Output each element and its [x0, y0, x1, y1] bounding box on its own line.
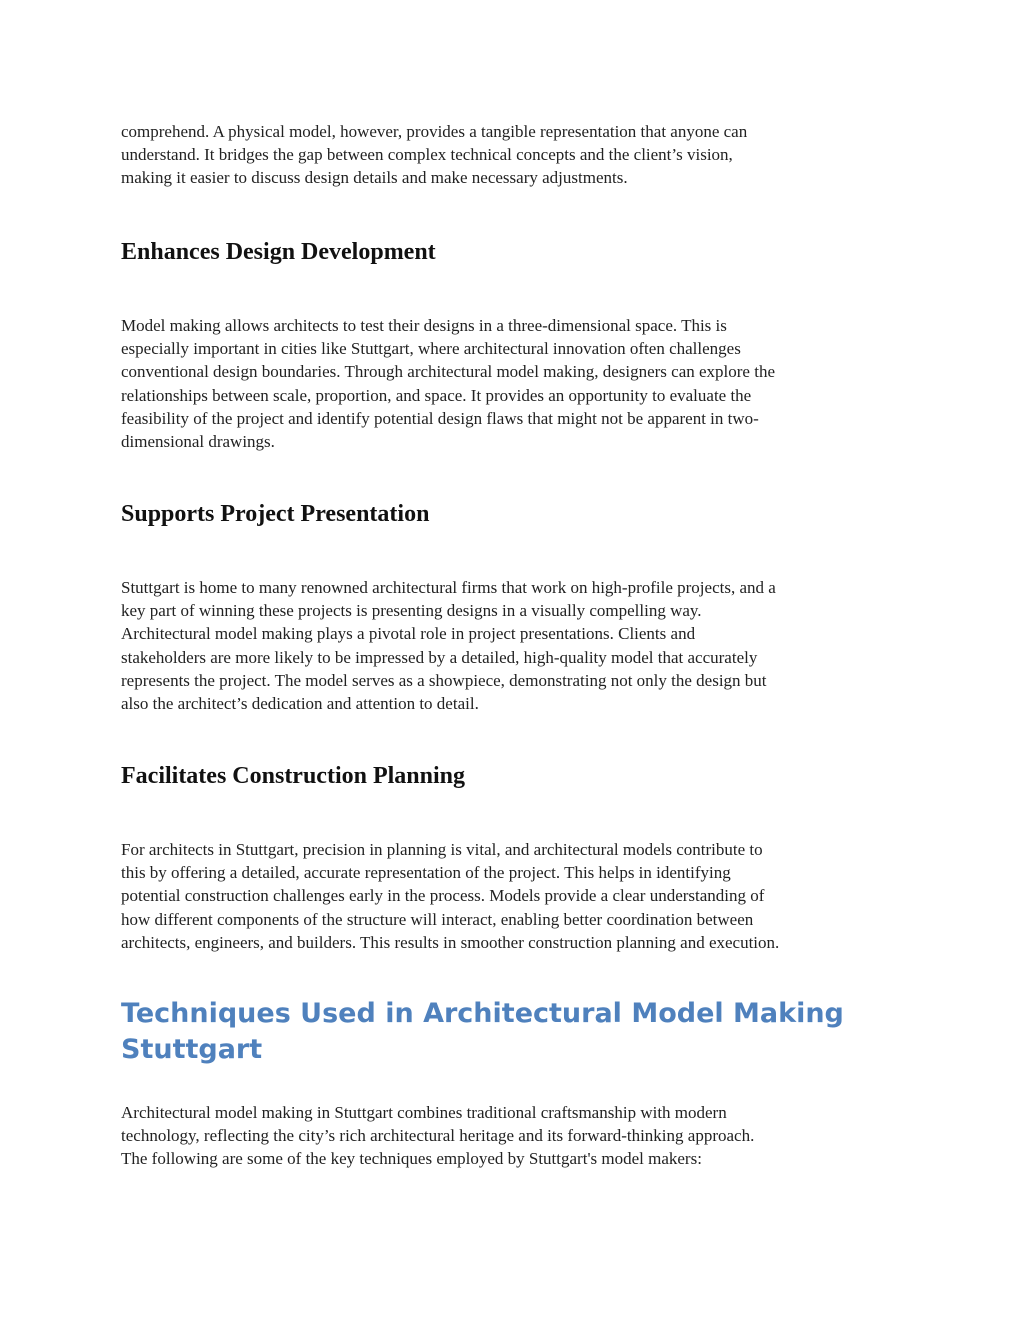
text-line: relationships between scale, proportion, and space. It provides an opportunity to evaluate the — [121, 385, 752, 405]
text-line: Stuttgart is home to many renowned architectural firms that work on high-profile projects, and a — [121, 578, 776, 597]
text-line: potential construction challenges early in the process. Models provide a clear understanding of — [121, 886, 765, 906]
paragraph-enhances-design-development — [121, 314, 901, 453]
text-line: dimensional drawings. — [121, 432, 275, 452]
text-line: this by offering a detailed, accurate representation of the project. This helps in identifying — [121, 863, 731, 883]
text-line: technology, reflecting the city’s rich architectural heritage and its forward-thinking approach. — [121, 1126, 755, 1146]
text-line: feasibility of the project and identify potential design flaws that might not be apparent in two- — [121, 408, 759, 428]
text-line: understand. It bridges the gap between complex technical concepts and the client’s vision, — [121, 145, 733, 165]
text-line: conventional design boundaries. Through architectural model making, designers can explore the — [121, 362, 775, 382]
intro-paragraph — [121, 120, 901, 190]
text-line: architects, engineers, and builders. This results in smoother construction planning and execution. — [121, 932, 780, 952]
text-line: making it easier to discuss design details and make necessary adjustments. — [121, 168, 628, 188]
paragraph-supports-project-presentation — [121, 576, 901, 715]
paragraph-techniques — [121, 1101, 901, 1171]
text-line: stakeholders are more likely to be impressed by a detailed, high-quality model that accurately — [121, 647, 758, 667]
text-line: represents the project. The model serves as a showpiece, demonstrating not only the design but — [121, 670, 767, 690]
heading-techniques — [121, 996, 844, 1068]
text-line: Model making allows architects to test their designs in a three-dimensional space. This is — [121, 316, 727, 335]
heading-line: Techniques Used in Architectural Model Making — [121, 998, 844, 1029]
heading-enhances-design-development: Enhances Design Development — [121, 239, 436, 265]
text-line: especially important in cities like Stuttgart, where architectural innovation often challenges — [121, 339, 741, 359]
heading-facilitates-construction-planning: Facilitates Construction Planning — [121, 763, 466, 789]
text-line: Architectural model making plays a pivotal role in project presentations. Clients and — [121, 624, 696, 644]
text-line: Architectural model making in Stuttgart combines traditional craftsmanship with modern — [121, 1103, 727, 1122]
paragraph-facilitates-construction-planning — [121, 838, 901, 954]
text-line: For architects in Stuttgart, precision in planning is vital, and architectural models contribute to — [121, 840, 763, 859]
text-line: key part of winning these projects is presenting designs in a visually compelling way. — [121, 601, 702, 621]
text-line: The following are some of the key techniques employed by Stuttgart's model makers: — [121, 1149, 702, 1169]
text-line: how different components of the structure will interact, enabling better coordination between — [121, 909, 754, 929]
heading-supports-project-presentation: Supports Project Presentation — [121, 501, 430, 527]
text-line: comprehend. A physical model, however, provides a tangible representation that anyone can — [121, 122, 748, 141]
heading-line: Stuttgart — [121, 1034, 263, 1065]
text-line: also the architect’s dedication and attention to detail. — [121, 694, 479, 714]
